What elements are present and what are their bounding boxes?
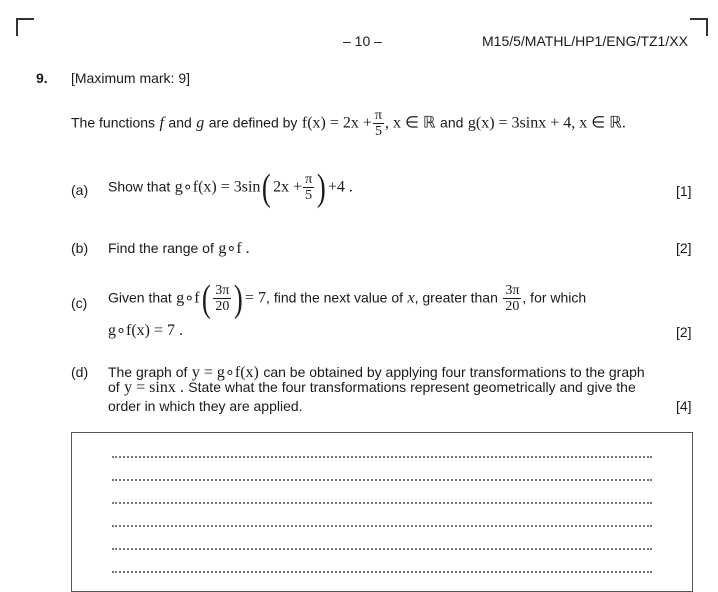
- question-intro: The functions f and g are defined by f(x) = 2x + $\frac{\pi}{5}$ , x ∈ ℝ and g(x) = 3sinx + 4, x ∈ ℝ.: [71, 108, 626, 139]
- answer-box[interactable]: [71, 432, 693, 592]
- part-b-text: Find the range of g∘f .: [108, 240, 250, 257]
- g-definition: g(x) = 3sinx + 4, x ∈ ℝ: [467, 114, 622, 132]
- part-a-mark: [1]: [676, 183, 692, 199]
- part-a-text: Show that g∘f(x) = 3sin( 2x + $\frac{\pi}{5}$ ) +4 .: [108, 166, 353, 209]
- part-b-mark: [2]: [676, 240, 692, 256]
- answer-line[interactable]: [112, 456, 652, 458]
- paper-code: M15/5/MATHL/HP1/ENG/TZ1/XX: [482, 33, 688, 49]
- part-c-label: (c): [71, 295, 88, 311]
- answer-line[interactable]: [112, 479, 652, 481]
- answer-line[interactable]: [112, 502, 652, 504]
- answer-line[interactable]: [112, 571, 652, 573]
- part-c-text: Given that g∘f( $\frac{3\pi}{20}$ ) = 7, find the next value of x, greater than $\frac{3\pi}{20}$ , for which: [108, 277, 587, 320]
- part-d-line-1: The graph of y = g∘f(x) can be obtained by applying four transformations to the graph: [108, 364, 645, 381]
- part-d-mark: [4]: [676, 398, 692, 414]
- part-d-label: (d): [71, 364, 89, 380]
- part-d-line-3: order in which they are applied.: [108, 398, 303, 414]
- left-paren: (: [262, 166, 272, 209]
- f-definition: f(x) = 2x +: [301, 114, 372, 132]
- right-paren: ): [317, 166, 326, 209]
- part-d-line-2: of y = sinx . State what the four transformations represent geometrically and give the: [108, 379, 636, 396]
- part-c-equation: g∘f(x) = 7 .: [108, 322, 184, 339]
- answer-line[interactable]: [112, 548, 652, 550]
- page-number: – 10 –: [343, 33, 382, 49]
- pi-over-5-fraction: $\frac{\pi}{5}$: [374, 108, 382, 139]
- question-number: 9.: [36, 70, 48, 86]
- crop-mark-top-right: [690, 18, 708, 36]
- crop-mark-top-left: [16, 18, 34, 36]
- answer-line[interactable]: [112, 525, 652, 527]
- max-mark: [Maximum mark: 9]: [71, 70, 191, 86]
- part-a-label: (a): [71, 182, 89, 198]
- part-c-mark: [2]: [676, 324, 692, 340]
- part-b-label: (b): [71, 240, 89, 256]
